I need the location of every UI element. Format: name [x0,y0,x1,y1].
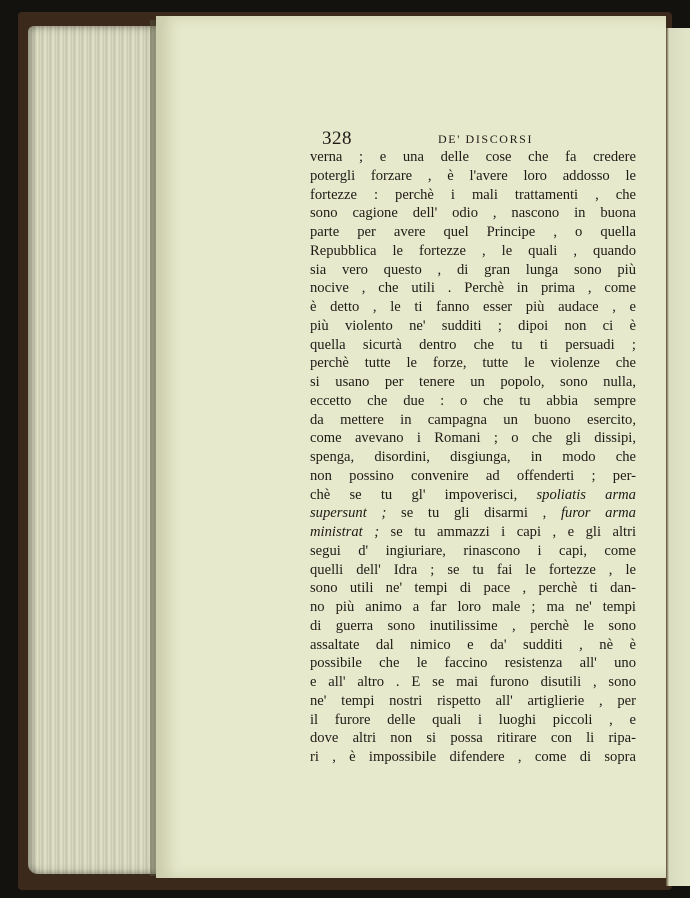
italic-quote: spoliatis arma [536,486,636,503]
text-segment: Repubblica le fortezze , le quali , quando [310,242,636,259]
text-line [310,617,636,636]
text-line [310,373,636,392]
text-segment: verna ; e una delle cose che fa credere [310,149,636,165]
text-segment: e all' altro . E se mai furono disutili , sono [310,674,636,690]
text-line [310,411,636,430]
text-segment: da mettere in campagna un buono esercito, [310,411,636,428]
text-line [310,429,636,448]
text-line [310,654,636,673]
text-segment: il furore delle quali i luoghi piccoli , e [310,711,636,728]
text-line [310,354,636,373]
italic-quote: supersunt ; [310,505,387,522]
text-segment: eccetto che due : o che tu abbia sempre [310,392,636,409]
text-segment: si usano per tenere un popolo, sono nulla, [310,374,636,390]
text-line [310,748,636,767]
text-segment: fortezze : perchè i mali trattamenti , che [310,186,636,203]
text-segment: sia vero questo , di gran lunga sono più [310,261,636,278]
text-segment: se tu ammazzi i capi , e gli altri [379,524,637,540]
text-line [310,298,636,317]
text-line [310,279,636,298]
running-title: DE' DISCORSI [438,132,534,146]
text-segment: quelli dell' Idra ; se tu fai le fortezze , le [310,561,636,578]
text-line [310,242,636,261]
text-segment: sono cagione dell' odio , nascono in buona [310,205,636,222]
text-segment: è detto , le ti fanno esser più audace , e [310,299,636,315]
text-segment: assaltate dal nimico e da' sudditi , nè è [310,636,636,653]
text-line [310,317,636,336]
italic-quote: furor arma [560,505,636,522]
text-line [310,598,636,617]
text-line [310,467,636,486]
text-line [310,692,636,711]
text-segment: potergli forzare , è l'avere loro addosso le [310,167,636,184]
text-line [310,579,636,598]
text-line [310,504,636,523]
text-line [310,542,636,561]
text-line [310,204,636,223]
text-segment: dove altri non si possa ritirare con li ripa- [310,730,636,747]
text-line [310,729,636,748]
text-segment: ri , è impossibile difendere , come di sopra [310,749,636,765]
text-segment: sono utili ne' tempi di pace , perchè ti dan- [310,580,636,597]
text-line [310,167,636,186]
text-segment: possibile che le faccino resistenza all' uno [310,655,636,672]
text-segment: non possino convenire ad offenderti ; per- [310,467,636,484]
text-segment: più violento ne' sudditi ; dipoi non ci è [310,317,636,334]
text-segment: come avevano i Romani ; o che gli dissipi, [310,430,636,447]
text-segment: parte per avere quel Principe , o quella [310,224,636,240]
text-segment: perchè tutte le forze, tutte le violenze che [310,355,636,372]
page-header [322,128,632,150]
text-line [310,392,636,411]
text-segment: ne' tempi nostri rispetto all' artiglierie , per [310,692,636,709]
text-line [310,561,636,580]
text-line [310,148,636,167]
text-line [310,336,636,355]
text-line [310,711,636,730]
text-segment: se tu gli disarmi , [386,505,561,522]
text-segment: chè se tu gl' impoverisci, [310,486,537,503]
page-edges-stack [28,26,160,874]
text-segment: di guerra sono inutilissime , perchè le sono [310,617,636,634]
page-number: 328 [322,128,352,149]
text-segment: segui d' ingiuriare, rinascono i capi, come [310,542,636,559]
text-line [310,636,636,655]
text-line [310,448,636,467]
text-segment: no più animo a far loro male ; ma ne' tempi [310,599,636,615]
body-text [310,148,636,767]
text-line [310,523,636,542]
italic-quote: ministrat ; [310,524,380,540]
text-segment: quella sicurtà dentro che tu ti persuadi ; [310,336,636,353]
text-segment: nocive , che utili . Perchè in prima , come [310,280,636,297]
text-line [310,486,636,505]
text-line [310,186,636,205]
facing-page-edge [666,28,690,886]
text-line [310,261,636,280]
text-line [310,673,636,692]
text-segment: spenga, disordini, disgiunga, in modo che [310,449,636,465]
text-line [310,223,636,242]
